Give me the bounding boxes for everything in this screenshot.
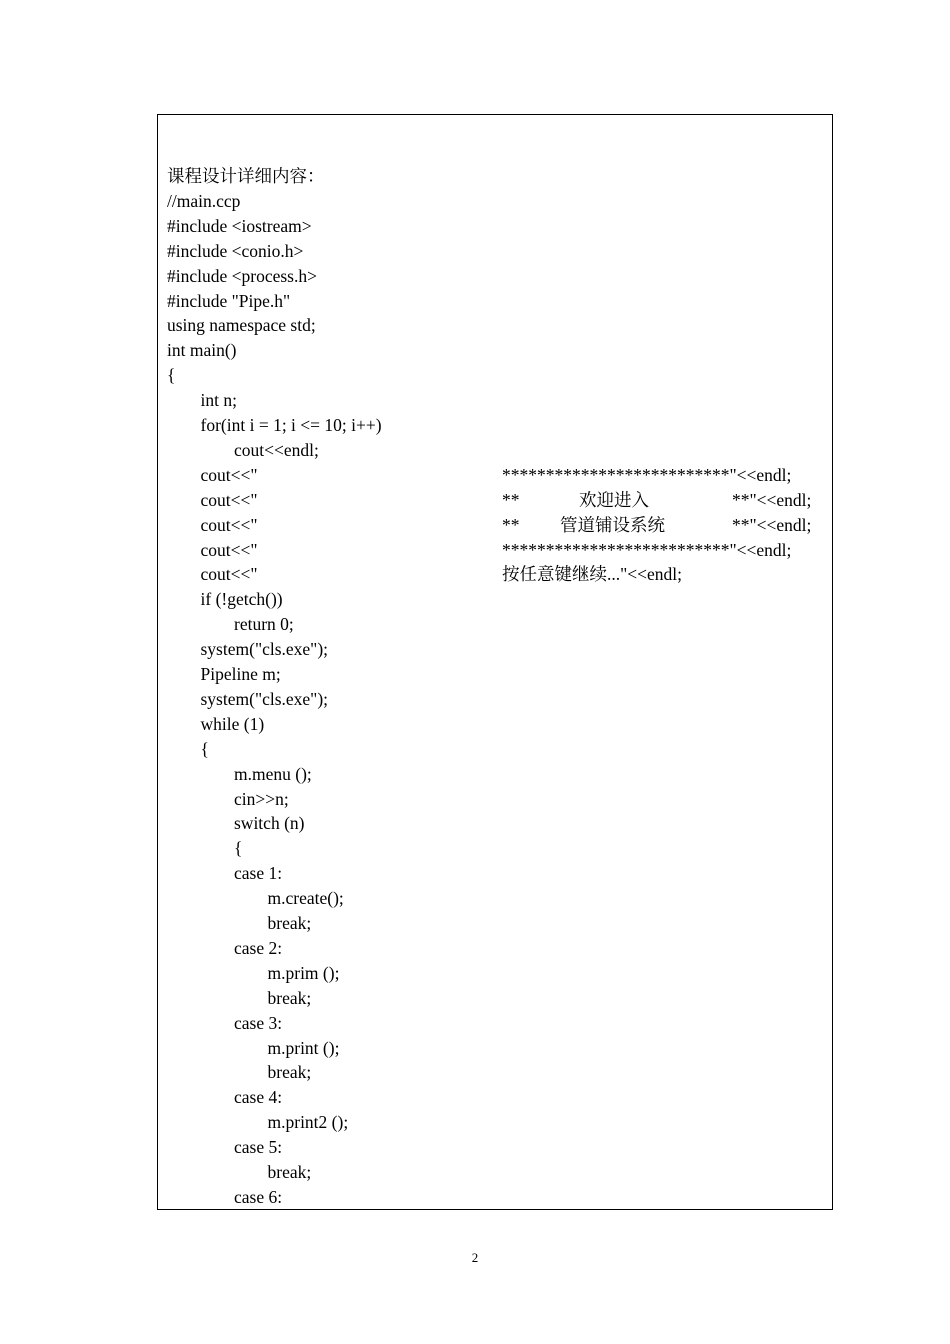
section-heading: 课程设计详细内容：: [167, 166, 325, 186]
code-line: Pipeline m;: [200, 664, 281, 684]
code-line-string: **************************"<<endl;: [502, 464, 792, 485]
code-line-string: 管道铺设系统: [560, 514, 665, 535]
code-line: m.prim ();: [267, 962, 340, 983]
code-line: break;: [267, 913, 312, 933]
code-line: system("cls.exe");: [200, 639, 329, 660]
code-line: break;: [267, 987, 312, 1008]
code-line-string: **"<<endl;: [732, 514, 812, 535]
code-line: cout<<": [200, 514, 258, 535]
code-line: while (1): [200, 713, 265, 734]
code-line: //main.ccp: [167, 190, 241, 211]
code-line: case 1:: [234, 863, 283, 884]
code-line: if (!getch()): [200, 589, 283, 610]
code-line: case 4:: [234, 1087, 283, 1108]
code-line-string: **"<<endl;: [732, 489, 812, 510]
code-line: #include <process.h>: [167, 265, 317, 286]
code-line-string: 按任意键继续..."<<endl;: [502, 564, 682, 585]
code-line: case 3:: [234, 1012, 283, 1033]
code-line: m.print ();: [267, 1037, 340, 1058]
code-line-string: **: [502, 489, 520, 510]
code-line-string: 欢迎进入: [579, 489, 649, 510]
page-number: 2: [471, 1250, 479, 1265]
code-line-string: **************************"<<endl;: [502, 539, 792, 560]
code-line: cout<<": [200, 464, 258, 485]
code-line: case 5:: [234, 1137, 283, 1158]
code-line: #include <conio.h>: [167, 240, 304, 261]
code-line: cout<<endl;: [234, 439, 319, 460]
code-line: int main(): [167, 340, 237, 361]
code-line-string: **: [502, 514, 520, 535]
code-line: case 2:: [234, 937, 283, 958]
code-line: for(int i = 1; i <= 10; i++): [200, 415, 382, 435]
code-line: system("cls.exe");: [200, 688, 329, 709]
code-line: m.menu ();: [234, 763, 312, 784]
code-line: return 0;: [234, 614, 294, 635]
code-line: {: [167, 365, 176, 386]
code-line: m.print2 ();: [267, 1112, 349, 1133]
code-line: #include <iostream>: [167, 215, 312, 236]
code-line: switch (n): [234, 813, 305, 834]
code-line: case 6:: [234, 1186, 283, 1207]
code-line: cout<<": [200, 489, 258, 510]
code-line: break;: [267, 1062, 312, 1083]
code-line: {: [234, 838, 243, 859]
code-line: cin>>n;: [234, 788, 289, 809]
code-line: cout<<": [200, 564, 258, 585]
code-line: cout<<": [200, 539, 258, 560]
code-line: m.create();: [267, 888, 344, 909]
code-line: int n;: [200, 390, 237, 411]
code-line: {: [200, 738, 209, 759]
code-line: break;: [267, 1162, 312, 1182]
code-line: #include "Pipe.h": [167, 290, 291, 311]
code-line: using namespace std;: [167, 315, 316, 336]
